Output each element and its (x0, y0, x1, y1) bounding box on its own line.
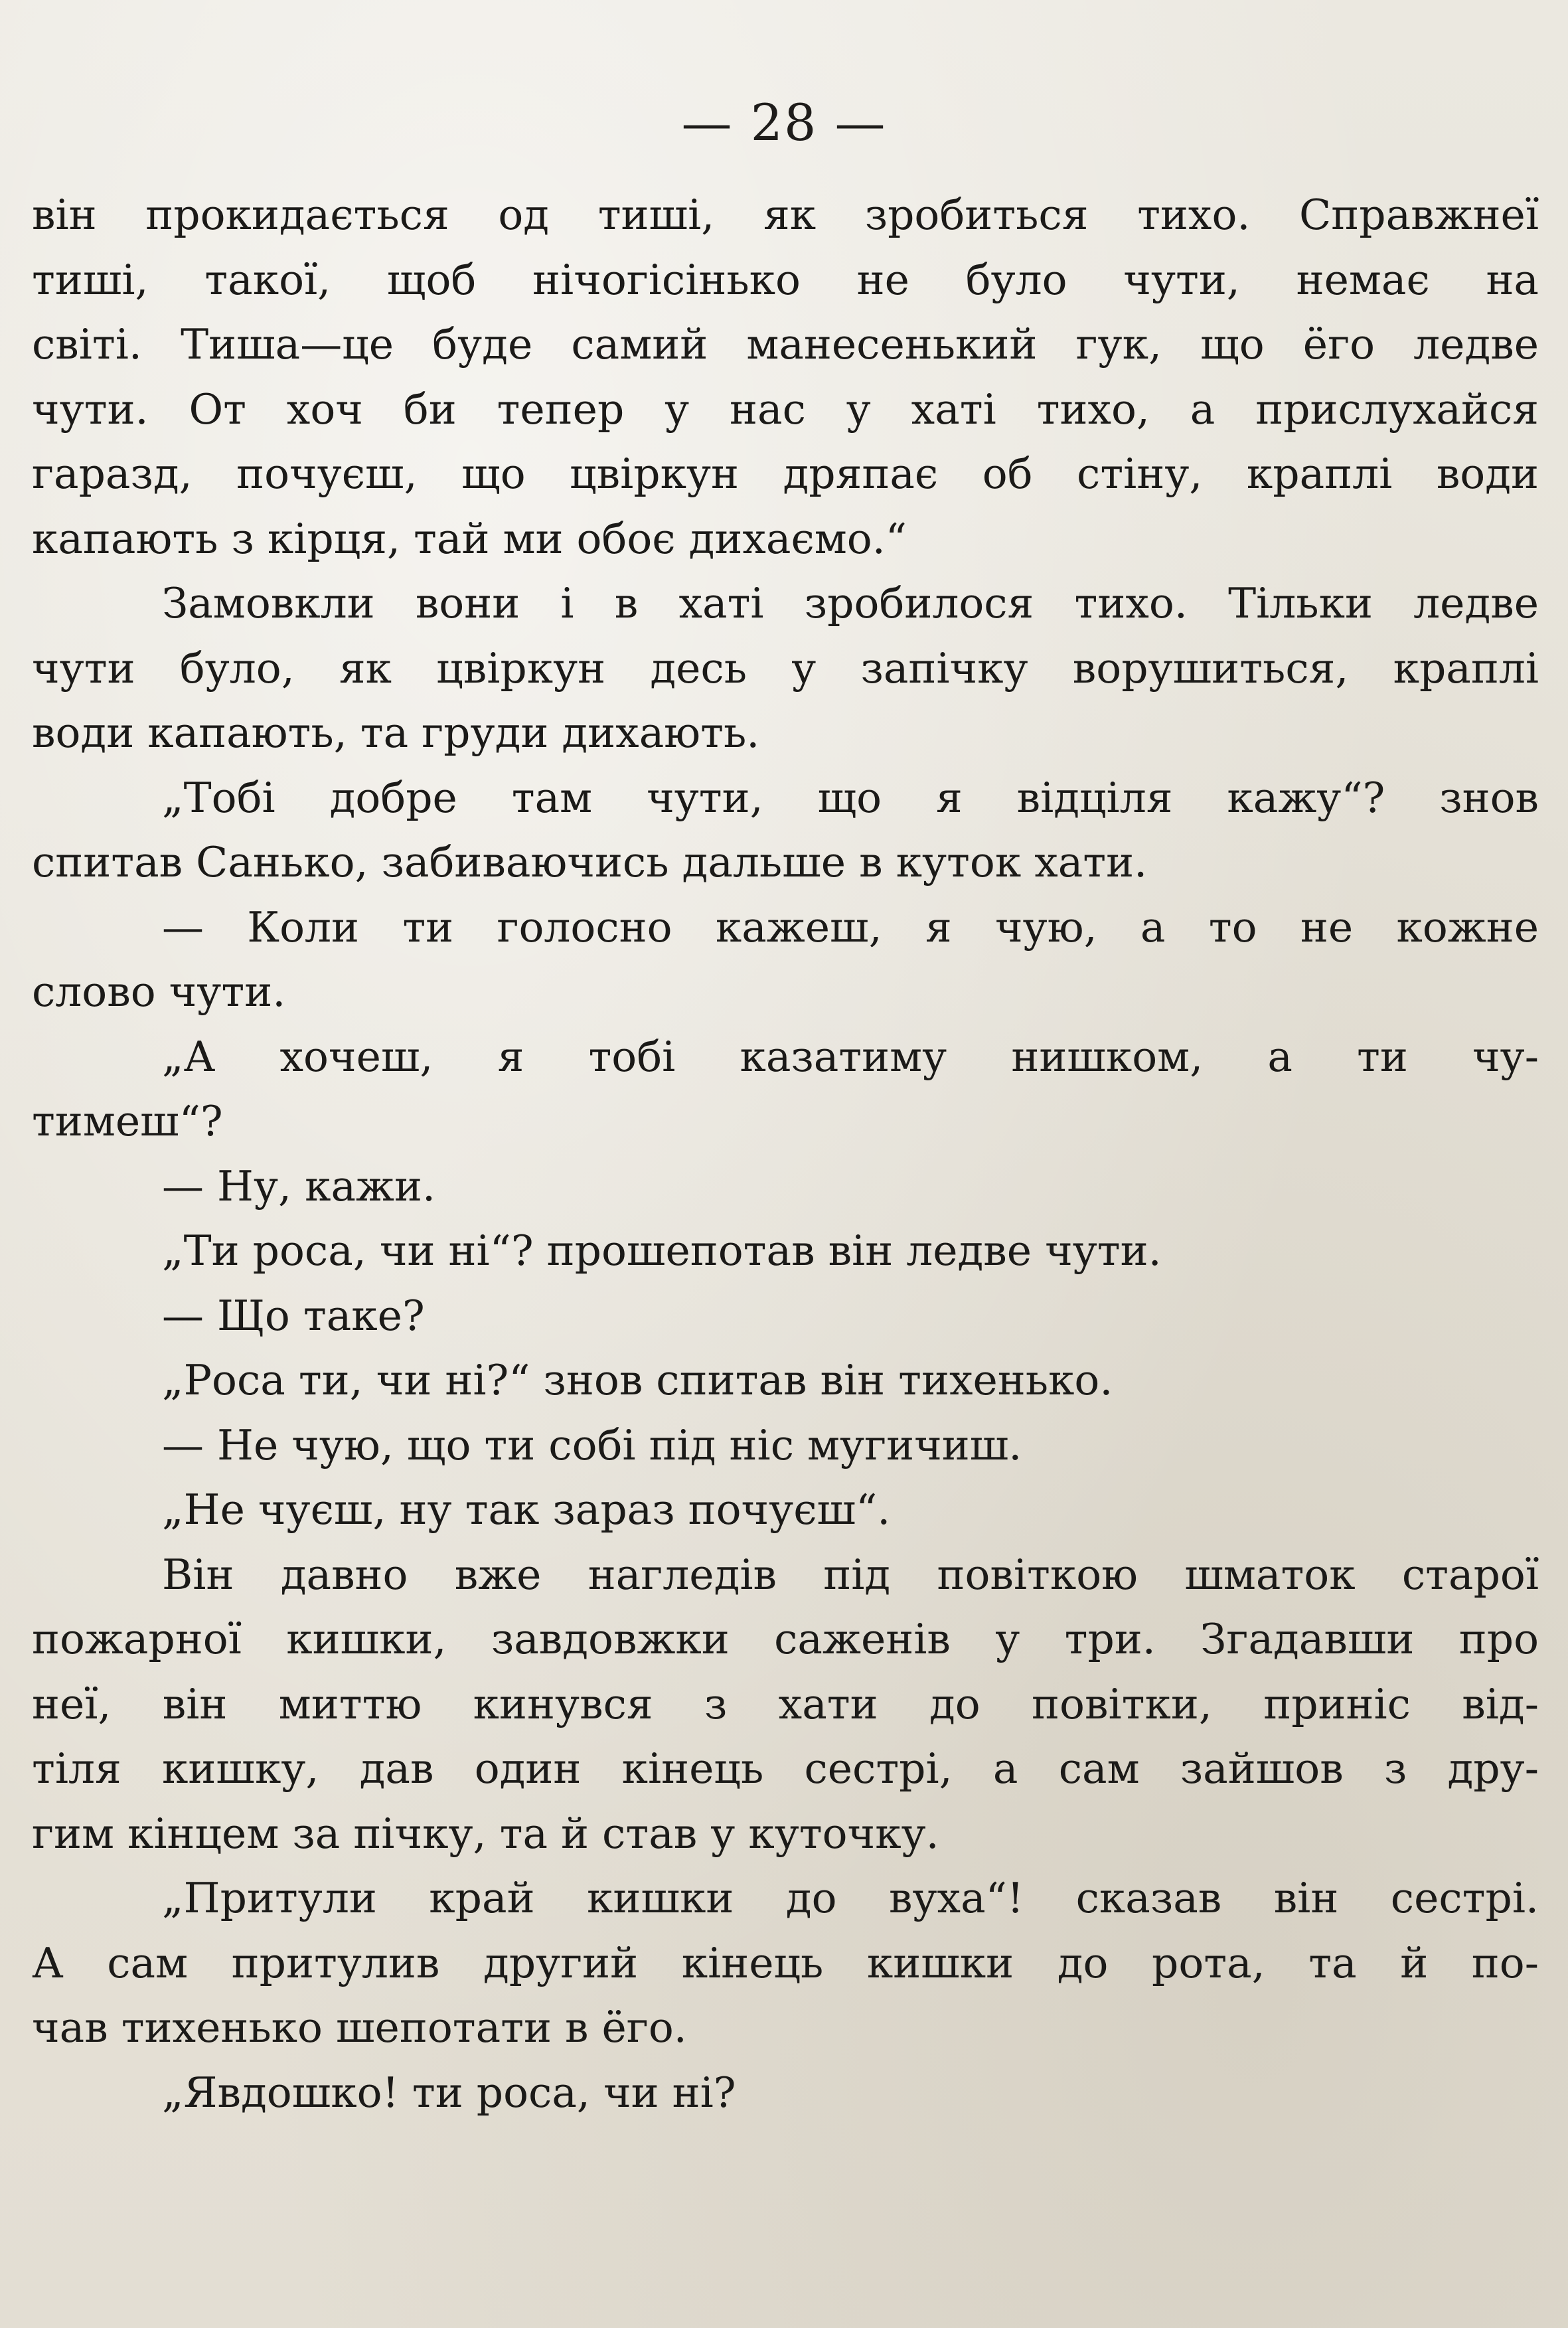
page-body-text (32, 183, 1539, 2125)
text-line: пожарної кишки, завдовжки саженів у три. Згадавши про (32, 1615, 1539, 1663)
text-line: „Явдошко! ти роса, чи ні? (162, 2068, 736, 2117)
text-line: „А хочеш, я тобі казатиму нишком, а ти чу- (162, 1032, 1539, 1081)
text-line: чути. От хоч би тепер у нас у хаті тихо, а прислухайся (32, 384, 1539, 434)
text-line: води капають, та груди дихають. (32, 708, 760, 757)
text-line: — Коли ти голосно кажеш, я чую, а то не кожне (162, 902, 1539, 952)
text-line: „Роса ти, чи ні?“ знов спитав він тихенько. (162, 1356, 1113, 1404)
text-line: — Не чую, що ти собі під ніс мугичиш. (162, 1420, 1022, 1469)
text-line: тиші, такої, щоб нічогісінько не було чути, немає на (32, 255, 1539, 304)
text-line: чав тихенько шепотати в ёго. (32, 2003, 687, 2052)
page-number: — 28 — (681, 93, 887, 152)
text-line: він прокидається од тиші, як зробиться тихо. Справжнеї (32, 191, 1539, 239)
text-line: гим кінцем за пічку, та й став у куточку. (32, 1809, 939, 1858)
text-line: тіля кишку, дав один кінець сестрі, а сам зайшов з дру- (32, 1744, 1539, 1793)
text-line: А сам притулив другий кінець кишки до рота, та й по- (32, 1938, 1539, 1987)
text-line: неї, він миттю кинувся з хати до повітки, приніс від- (32, 1679, 1539, 1728)
text-line: слово чути. (32, 967, 286, 1016)
text-line: „Тобі добре там чути, що я відціля кажу“? знов (162, 773, 1539, 822)
text-line: Він давно вже нагледів під повіткою шматок старої (162, 1550, 1539, 1599)
text-line: „Ти роса, чи ні“? прошепотав він ледве чути. (162, 1226, 1162, 1275)
text-line: чути було, як цвіркун десь у запічку ворушиться, краплі (32, 643, 1539, 693)
text-line: „Притули край кишки до вуха“! сказав він сестрі. (162, 1874, 1539, 1922)
text-line: спитав Санько, забиваючись дальше в куток хати. (32, 838, 1148, 886)
text-line: „Не чуєш, ну так зараз почуєш“. (162, 1485, 891, 1534)
text-line: — Що таке? (162, 1291, 425, 1340)
text-line: світі. Тиша—це буде самий манесенький гук, що ёго ледве (32, 320, 1539, 369)
text-line: Замовкли вони і в хаті зробилося тихо. Тільки ледве (162, 579, 1539, 627)
text-line: тимеш“? (32, 1097, 223, 1145)
text-line: капають з кірця, тай ми обоє дихаємо.“ (32, 514, 907, 563)
text-line: гаразд, почуєш, що цвіркун дряпає об стіну, краплі води (32, 450, 1539, 498)
text-line: — Ну, кажи. (162, 1161, 435, 1210)
